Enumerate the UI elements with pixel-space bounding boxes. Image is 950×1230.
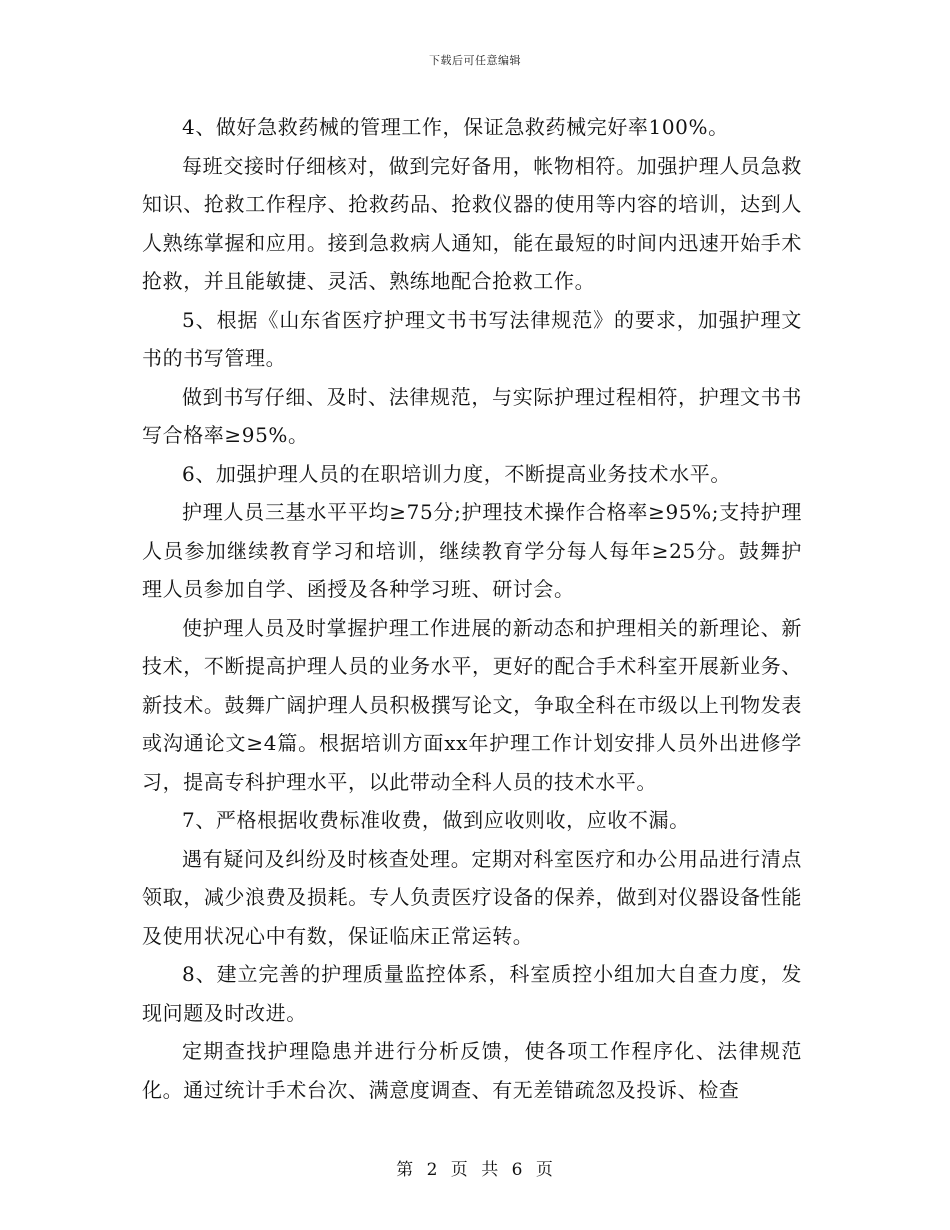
footer-page-word: 页 (450, 1160, 469, 1180)
paragraph-new-techniques: 使护理人员及时掌握护理工作进展的新动态和护理相关的新理论、新技术，不断提高护理人员的业务水平，更好的配合手术科室开展新业务、新技术。鼓舞广阔护理人员积极撰写论文，争取全科在市级以上刊物发表或沟通论文≥4篇。根据培训方面xx年护理工作计划安排人员外出进修学习，提高专科护理水平，以此带动全科人员的技术水平。 (142, 615, 802, 794)
footer-suffix: 页 (535, 1160, 554, 1180)
document-body (142, 108, 802, 1109)
footer-total-pages: 6 (511, 1160, 524, 1180)
paragraph-item-4: 4、做好急救药械的管理工作，保证急救药械完好率100%。 (182, 115, 729, 139)
paragraph-item-8: 8、建立完善的护理质量监控体系，科室质控小组加大自查力度，发现问题及时改进。 (142, 962, 802, 1025)
paragraph-document-quality: 做到书写仔细、及时、法律规范，与实际护理过程相符，护理文书书写合格率≥95%。 (142, 384, 802, 447)
paragraph-disputes-equipment: 遇有疑问及纠纷及时核查处理。定期对科室医疗和办公用品进行清点领取，减少浪费及损耗。专人负责医疗设备的保养，做到对仪器设备性能及使用状况心中有数，保证临床正常运转。 (142, 846, 802, 948)
paragraph-emergency-training: 每班交接时仔细核对，做到完好备用，帐物相符。加强护理人员急救知识、抢救工作程序、抢救药品、抢救仪器的使用等内容的培训，达到人人熟练掌握和应用。接到急救病人通知，能在最短的时间内迅速开始手术抢救，并且能敏捷、灵活、熟练地配合抢救工作。 (142, 153, 802, 293)
paragraph-training-targets: 护理人员三基水平平均≥75分;护理技术操作合格率≥95%;支持护理人员参加继续教育学习和培训，继续教育学分每人每年≥25分。鼓舞护理人员参加自学、函授及各种学习班、研讨会。 (142, 500, 802, 601)
paragraph-item-7: 7、严格根据收费标准收费，做到应收则收，应收不漏。 (182, 808, 690, 832)
paragraph-hazard-analysis: 定期查找护理隐患并进行分析反馈，使各项工作程序化、法律规范化。通过统计手术台次、满意度调查、有无差错疏忽及投诉、检查 (142, 1039, 802, 1102)
footer-prefix: 第 (396, 1160, 415, 1180)
page-header: 下载后可任意编辑 (429, 54, 521, 67)
paragraph-item-5: 5、根据《山东省医疗护理文书书写法律规范》的要求，加强护理文书的书写管理。 (142, 307, 802, 370)
paragraph-item-6: 6、加强护理人员的在职培训力度，不断提高业务技术水平。 (182, 461, 731, 486)
footer-current-page: 2 (426, 1160, 439, 1180)
page-number-footer (0, 1155, 950, 1180)
footer-total-word: 共 (481, 1160, 500, 1180)
